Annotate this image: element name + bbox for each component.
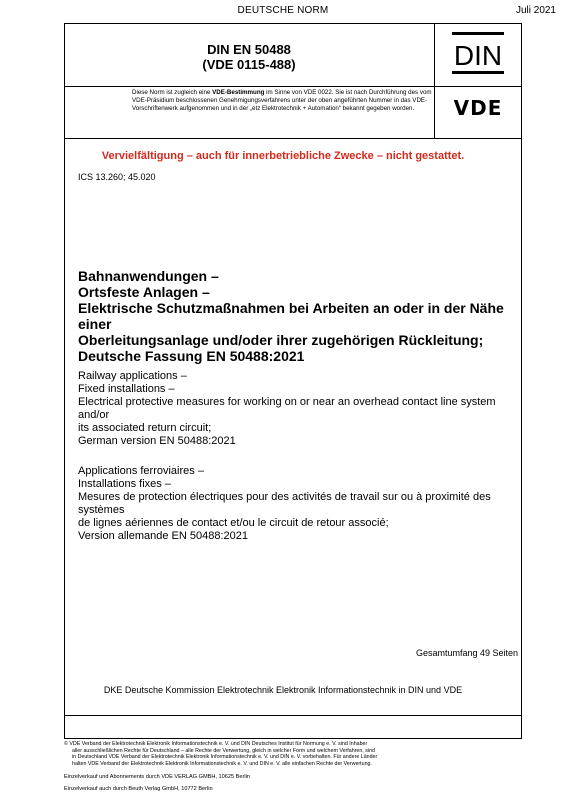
- copyright-line: © VDE Verband der Elektrotechnik Elektronik Informationstechnik e. V. und DIN Deutsches Institut für Normung e. V. sind Inhaber: [64, 741, 368, 747]
- sales-info-beuth: Einzelverkauf auch durch Beuth Verlag GmbH, 10772 Berlin: [64, 786, 213, 792]
- vde-notice-bold: VDE-Bestimmung: [212, 89, 265, 96]
- reproduction-notice: Vervielfältigung – auch für innerbetriebliche Zwecke – nicht gestattet.: [101, 150, 465, 162]
- title-english-line: its associated return circuit;: [78, 422, 212, 434]
- title-french-line: Mesures de protection électriques pour des activités de travail sur ou à proximité des systèmes: [78, 491, 491, 516]
- vde-logo: VDE: [453, 96, 503, 120]
- title-french-line: Applications ferroviaires –: [78, 465, 204, 477]
- dke-line: DKE Deutsche Kommission Elektrotechnik Elektronik Informationstechnik in DIN und VDE: [103, 685, 463, 695]
- publication-date: Juli 2021: [515, 5, 556, 16]
- title-german: [78, 268, 518, 364]
- vde-number: (VDE 0115-488): [202, 57, 296, 72]
- document-type: DEUTSCHE NORM: [237, 5, 329, 16]
- copyright-line: aller ausschließlichen Rechte für Deutschland – alle Rechte der Verwertung, gleich in welcher Form und welchem Verfahren, sind: [72, 747, 375, 754]
- title-english: [78, 370, 518, 448]
- title-german-line: Bahnanwendungen –: [78, 268, 219, 284]
- copyright-notice: [64, 741, 524, 767]
- title-english-line: Fixed installations –: [78, 383, 175, 395]
- din-logo-text: DIN: [453, 40, 503, 71]
- title-german-line: Oberleitungsanlage und/oder ihrer zugehörigen Rückleitung;: [78, 332, 484, 348]
- vde-notice-part2: im Sinne von VDE 0022. Sie ist nach Durchführung des vom VDE-Präsidium beschlossenen Genehmigungsverfahrens unter der oben angeführten Nummer in das VDE-Vorschriftenwerk aufgenommen und in der „etz Elektrotechnik + Automation“ bekannt gegeben worden.: [132, 89, 432, 112]
- norm-identifier: [64, 42, 434, 72]
- sales-info-vde: Einzelverkauf und Abonnements durch VDE VERLAG GMBH, 10625 Berlin: [64, 774, 250, 780]
- frame-left-rule: [64, 23, 65, 739]
- title-french-line: Version allemande EN 50488:2021: [78, 530, 249, 542]
- title-french-line: de lignes aériennes de contact et/ou le circuit de retour associé;: [78, 517, 389, 529]
- header-divider-horizontal: [64, 86, 522, 87]
- norm-number: DIN EN 50488: [207, 42, 291, 57]
- header-divider-vertical: [434, 23, 435, 139]
- title-english-line: Railway applications –: [78, 370, 187, 382]
- din-logo: [450, 30, 506, 76]
- page-count: Gesamtumfang 49 Seiten: [415, 648, 518, 658]
- copyright-line: in Deutschland VDE Verband der Elektrotechnik Elektronik Informationstechnik e. V. und DIN e. V. vorbehalten. Für andere Länder: [72, 754, 378, 761]
- title-german-line: Deutsche Fassung EN 50488:2021: [78, 348, 305, 364]
- title-french: [78, 465, 518, 543]
- title-french-line: Installations fixes –: [78, 478, 171, 490]
- copyright-line: halten VDE Verband der Elektrotechnik Elektronik Informationstechnik e. V. und DIN e. V. alle einfachen Rechte der Verwertung.: [72, 760, 372, 767]
- footer-box: [64, 715, 522, 739]
- title-english-line: German version EN 50488:2021: [78, 435, 236, 447]
- vde-notice: [132, 89, 432, 113]
- titles-block: [78, 268, 518, 543]
- title-german-line: Elektrische Schutzmaßnahmen bei Arbeiten an oder in der Nähe einer: [78, 300, 504, 332]
- ics-code: ICS 13.260; 45.020: [78, 172, 156, 182]
- title-german-line: Ortsfeste Anlagen –: [78, 284, 210, 300]
- title-english-line: Electrical protective measures for working on or near an overhead contact line system and/or: [78, 396, 496, 421]
- vde-notice-part1: Diese Norm ist zugleich eine: [132, 89, 213, 96]
- frame-right-rule: [521, 23, 522, 739]
